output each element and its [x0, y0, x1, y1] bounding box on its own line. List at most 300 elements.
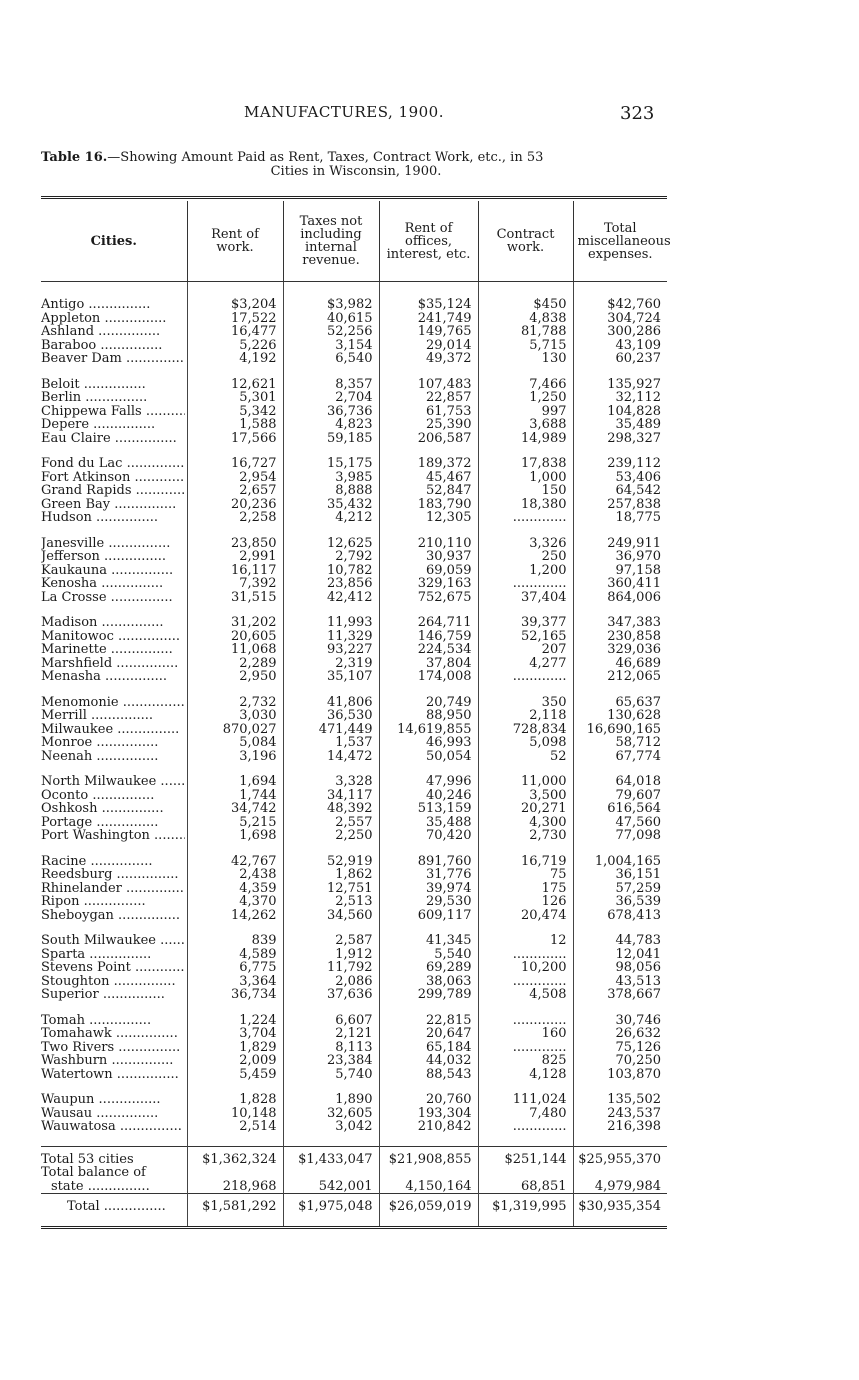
table-row	[41, 298, 667, 312]
value-contract: 4,128	[478, 1068, 573, 1082]
value-total: 35,489	[573, 418, 667, 432]
value-contract: 250	[478, 550, 573, 564]
value-office: 31,776	[379, 868, 478, 882]
city-cell	[41, 591, 187, 605]
value-rent: $3,204	[187, 298, 283, 312]
value-taxes: 2,319	[283, 657, 379, 671]
city-name: Appleton .....	[41, 312, 185, 326]
value-total: 47,560	[573, 816, 667, 830]
table-row	[41, 352, 667, 366]
value-total: 75,126	[573, 1041, 667, 1055]
value-office: 29,530	[379, 895, 478, 909]
table-row	[41, 975, 667, 989]
city-cell	[41, 391, 187, 405]
value-office: 189,372	[379, 457, 478, 471]
value-taxes: 32,605	[283, 1107, 379, 1121]
value-contract: .............	[478, 1014, 573, 1028]
value-contract: 997	[478, 405, 573, 419]
value-rent: 1,224	[187, 1014, 283, 1028]
value-office: 107,483	[379, 378, 478, 392]
city-name: Depere .....	[41, 418, 185, 432]
value-rent: 34,742	[187, 802, 283, 816]
col-header-rent: Rent of work.	[187, 201, 283, 282]
value-taxes: 2,704	[283, 391, 379, 405]
city-cell	[41, 405, 187, 419]
value-office: 329,163	[379, 577, 478, 591]
page-title: MANUFACTURES, 1900.	[244, 103, 444, 121]
value-total: 36,970	[573, 550, 667, 564]
table-row	[41, 816, 667, 830]
total-cities-rent: $1,362,324	[187, 1151, 283, 1167]
value-contract: 3,500	[478, 789, 573, 803]
city-cell	[41, 550, 187, 564]
city-cell	[41, 471, 187, 485]
value-total: 67,774	[573, 750, 667, 764]
table-row	[41, 696, 667, 710]
table-row	[41, 789, 667, 803]
value-contract: 1,000	[478, 471, 573, 485]
city-cell	[41, 802, 187, 816]
total-balance-taxes: 542,001	[283, 1180, 379, 1194]
col-header-cities: Cities.	[41, 201, 187, 282]
city-cell	[41, 775, 187, 789]
value-rent: 5,301	[187, 391, 283, 405]
value-contract: 11,000	[478, 775, 573, 789]
city-cell	[41, 1054, 187, 1068]
city-cell	[41, 657, 187, 671]
value-rent: 2,289	[187, 657, 283, 671]
value-rent: 2,657	[187, 484, 283, 498]
col-header-total: Total miscellaneous expenses.	[573, 201, 667, 282]
value-contract: 18,380	[478, 498, 573, 512]
value-total: 230,858	[573, 630, 667, 644]
grand-total-row	[41, 1198, 667, 1214]
caption-line2: Cities in Wisconsin, 1900.	[270, 164, 442, 179]
value-contract: 7,480	[478, 1107, 573, 1121]
value-contract: 52,165	[478, 630, 573, 644]
table-row	[41, 630, 667, 644]
value-taxes: 42,412	[283, 591, 379, 605]
city-cell	[41, 418, 187, 432]
value-total: 64,018	[573, 775, 667, 789]
value-rent: 2,258	[187, 511, 283, 525]
table-row	[41, 405, 667, 419]
value-contract: 3,326	[478, 537, 573, 551]
grand-total-office: $26,059,019	[379, 1198, 478, 1214]
value-rent: 20,236	[187, 498, 283, 512]
value-contract: 52	[478, 750, 573, 764]
grand-total-cell	[41, 1198, 187, 1214]
city-name: Tomah .....	[41, 1014, 185, 1028]
city-name: Rhinelander .....	[41, 882, 185, 896]
value-rent: 5,459	[187, 1068, 283, 1082]
table-row	[41, 616, 667, 630]
table-row	[41, 484, 667, 498]
value-total: 257,838	[573, 498, 667, 512]
city-name: Janesville .....	[41, 537, 185, 551]
city-name: Jefferson .....	[41, 550, 185, 564]
value-office: 52,847	[379, 484, 478, 498]
total-cities-total: $25,955,370	[573, 1151, 667, 1167]
total-cities-taxes: $1,433,047	[283, 1151, 379, 1167]
total-cities-office: $21,908,855	[379, 1151, 478, 1167]
value-total: 26,632	[573, 1027, 667, 1041]
value-contract: .............	[478, 670, 573, 684]
city-name: Kenosha .....	[41, 577, 185, 591]
value-contract: 3,688	[478, 418, 573, 432]
table-row	[41, 895, 667, 909]
total-balance-contract: 68,851	[478, 1180, 573, 1194]
city-cell	[41, 577, 187, 591]
value-total: 64,542	[573, 484, 667, 498]
col-header-contract: Contract work.	[478, 201, 573, 282]
value-taxes: 41,806	[283, 696, 379, 710]
value-contract: .............	[478, 975, 573, 989]
value-contract: 17,838	[478, 457, 573, 471]
value-taxes: 2,086	[283, 975, 379, 989]
value-contract: 1,250	[478, 391, 573, 405]
value-rent: 23,850	[187, 537, 283, 551]
value-total: 864,006	[573, 591, 667, 605]
value-office: 264,711	[379, 616, 478, 630]
city-name: Menasha .....	[41, 670, 185, 684]
city-name: Two Rivers .....	[41, 1041, 185, 1055]
value-taxes: 1,862	[283, 868, 379, 882]
col-header-office-rent: Rent of offices, interest, etc.	[379, 201, 478, 282]
table-row	[41, 577, 667, 591]
city-name: Waupun .....	[41, 1093, 185, 1107]
table-row	[41, 378, 667, 392]
table-row	[41, 591, 667, 605]
table-row	[41, 1027, 667, 1041]
table-row	[41, 498, 667, 512]
table-row	[41, 643, 667, 657]
value-contract: 1,200	[478, 564, 573, 578]
value-office: 37,804	[379, 657, 478, 671]
value-rent: 3,704	[187, 1027, 283, 1041]
value-rent: 4,359	[187, 882, 283, 896]
city-cell	[41, 961, 187, 975]
value-rent: 3,030	[187, 709, 283, 723]
total-balance-total: 4,979,984	[573, 1180, 667, 1194]
city-name: North Milwaukee .....	[41, 775, 185, 789]
value-total: 212,065	[573, 670, 667, 684]
value-total: 249,911	[573, 537, 667, 551]
value-office: 513,159	[379, 802, 478, 816]
value-taxes: 36,736	[283, 405, 379, 419]
city-cell	[41, 298, 187, 312]
total-balance-row	[41, 1180, 667, 1194]
table-row	[41, 511, 667, 525]
value-taxes: 10,782	[283, 564, 379, 578]
value-office: 891,760	[379, 855, 478, 869]
value-contract: 4,838	[478, 312, 573, 326]
value-total: 104,828	[573, 405, 667, 419]
table-row	[41, 948, 667, 962]
value-contract: 4,508	[478, 988, 573, 1002]
city-name: Manitowoc .....	[41, 630, 185, 644]
city-name: Wauwatosa .....	[41, 1120, 185, 1134]
value-contract: 4,277	[478, 657, 573, 671]
city-cell	[41, 975, 187, 989]
city-name: Wausau .....	[41, 1107, 185, 1121]
value-office: 41,345	[379, 934, 478, 948]
value-total: 77,098	[573, 829, 667, 843]
city-cell	[41, 325, 187, 339]
city-cell	[41, 895, 187, 909]
value-office: 46,993	[379, 736, 478, 750]
value-total: 60,237	[573, 352, 667, 366]
value-taxes: 35,107	[283, 670, 379, 684]
total-balance-label: Total balance of	[41, 1165, 146, 1180]
value-taxes: 37,636	[283, 988, 379, 1002]
col-header-taxes: Taxes not including internal revenue.	[283, 201, 379, 282]
city-cell	[41, 750, 187, 764]
table-row	[41, 709, 667, 723]
value-taxes: 4,212	[283, 511, 379, 525]
city-name: Washburn .....	[41, 1054, 185, 1068]
table-body	[41, 282, 667, 1228]
city-name: Stoughton .....	[41, 975, 185, 989]
value-taxes: 52,919	[283, 855, 379, 869]
city-name: Berlin .....	[41, 391, 185, 405]
value-taxes: 23,384	[283, 1054, 379, 1068]
value-taxes: 34,560	[283, 909, 379, 923]
table-row	[41, 1107, 667, 1121]
value-rent: 839	[187, 934, 283, 948]
value-office: 29,014	[379, 339, 478, 353]
value-contract: 20,271	[478, 802, 573, 816]
total-balance-office: 4,150,164	[379, 1180, 478, 1194]
table-row	[41, 1068, 667, 1082]
value-taxes: 23,856	[283, 577, 379, 591]
city-name: Sparta .....	[41, 948, 185, 962]
value-office: 609,117	[379, 909, 478, 923]
value-total: 46,689	[573, 657, 667, 671]
table-row	[41, 802, 667, 816]
value-rent: 14,262	[187, 909, 283, 923]
value-contract: .............	[478, 948, 573, 962]
city-name: Tomahawk .....	[41, 1027, 185, 1041]
city-cell	[41, 457, 187, 471]
value-total: 360,411	[573, 577, 667, 591]
value-office: 65,184	[379, 1041, 478, 1055]
table-row	[41, 775, 667, 789]
city-name: Oconto .....	[41, 789, 185, 803]
total-cities-contract: $251,144	[478, 1151, 573, 1167]
value-rent: 36,734	[187, 988, 283, 1002]
city-name: Fond du Lac .....	[41, 457, 185, 471]
value-taxes: 2,557	[283, 816, 379, 830]
city-cell	[41, 378, 187, 392]
caption-label: Table 16.	[41, 150, 108, 165]
city-cell	[41, 511, 187, 525]
value-taxes: 35,432	[283, 498, 379, 512]
city-cell	[41, 1120, 187, 1134]
city-cell	[41, 312, 187, 326]
value-office: 241,749	[379, 312, 478, 326]
value-total: 44,783	[573, 934, 667, 948]
city-cell	[41, 909, 187, 923]
value-taxes: 2,513	[283, 895, 379, 909]
table-row	[41, 736, 667, 750]
value-contract: 728,834	[478, 723, 573, 737]
total-balance-state-label: state .....	[41, 1180, 195, 1194]
table-row	[41, 418, 667, 432]
value-contract: 20,474	[478, 909, 573, 923]
value-office: 40,246	[379, 789, 478, 803]
total-cities-label: Total 53 cities	[41, 1151, 134, 1167]
grand-total-total: $30,935,354	[573, 1198, 667, 1214]
value-taxes: $3,982	[283, 298, 379, 312]
city-name: Grand Rapids .....	[41, 484, 185, 498]
expenses-table	[41, 196, 671, 1233]
value-taxes: 8,888	[283, 484, 379, 498]
value-office: 210,842	[379, 1120, 478, 1134]
city-name: Beaver Dam .....	[41, 352, 185, 366]
value-rent: 5,226	[187, 339, 283, 353]
city-name: Green Bay .....	[41, 498, 185, 512]
value-rent: 2,954	[187, 471, 283, 485]
value-rent: 1,744	[187, 789, 283, 803]
value-contract: 2,118	[478, 709, 573, 723]
value-total: 65,637	[573, 696, 667, 710]
city-name: Monroe .....	[41, 736, 185, 750]
value-taxes: 1,912	[283, 948, 379, 962]
city-name: La Crosse .....	[41, 591, 185, 605]
value-total: 130,628	[573, 709, 667, 723]
value-office: 25,390	[379, 418, 478, 432]
value-total: 18,775	[573, 511, 667, 525]
value-rent: 31,202	[187, 616, 283, 630]
table-row	[41, 564, 667, 578]
value-taxes: 5,740	[283, 1068, 379, 1082]
value-rent: 31,515	[187, 591, 283, 605]
value-contract: 2,730	[478, 829, 573, 843]
value-contract: .............	[478, 511, 573, 525]
city-name: Merrill .....	[41, 709, 185, 723]
value-taxes: 2,792	[283, 550, 379, 564]
value-total: 97,158	[573, 564, 667, 578]
value-rent: 870,027	[187, 723, 283, 737]
value-total: 79,607	[573, 789, 667, 803]
value-office: 49,372	[379, 352, 478, 366]
value-total: 36,539	[573, 895, 667, 909]
table-caption	[41, 151, 681, 179]
value-office: 149,765	[379, 325, 478, 339]
value-rent: 1,698	[187, 829, 283, 843]
city-cell	[41, 432, 187, 446]
city-cell	[41, 564, 187, 578]
value-total: 329,036	[573, 643, 667, 657]
city-cell	[41, 882, 187, 896]
value-rent: 1,829	[187, 1041, 283, 1055]
city-cell	[41, 484, 187, 498]
value-taxes: 3,985	[283, 471, 379, 485]
city-name: Marshfield .....	[41, 657, 185, 671]
city-cell	[41, 630, 187, 644]
value-taxes: 14,472	[283, 750, 379, 764]
value-taxes: 2,250	[283, 829, 379, 843]
value-rent: 2,009	[187, 1054, 283, 1068]
city-cell	[41, 1041, 187, 1055]
city-name: Superior .....	[41, 988, 185, 1002]
table-row	[41, 457, 667, 471]
value-contract: 130	[478, 352, 573, 366]
value-rent: 4,370	[187, 895, 283, 909]
value-total: 103,870	[573, 1068, 667, 1082]
value-rent: 17,522	[187, 312, 283, 326]
value-rent: 6,775	[187, 961, 283, 975]
value-total: 36,151	[573, 868, 667, 882]
value-rent: 2,950	[187, 670, 283, 684]
value-taxes: 34,117	[283, 789, 379, 803]
value-office: 22,815	[379, 1014, 478, 1028]
value-taxes: 59,185	[283, 432, 379, 446]
value-total: 298,327	[573, 432, 667, 446]
value-office: 88,950	[379, 709, 478, 723]
value-contract: 7,466	[478, 378, 573, 392]
city-cell	[41, 498, 187, 512]
value-office: 210,110	[379, 537, 478, 551]
value-total: 53,406	[573, 471, 667, 485]
total-cities-row	[41, 1151, 667, 1167]
value-taxes: 11,329	[283, 630, 379, 644]
value-rent: 4,192	[187, 352, 283, 366]
value-taxes: 1,890	[283, 1093, 379, 1107]
value-contract: 175	[478, 882, 573, 896]
value-total: 12,041	[573, 948, 667, 962]
table-row	[41, 325, 667, 339]
value-taxes: 2,121	[283, 1027, 379, 1041]
value-total: 616,564	[573, 802, 667, 816]
page-number: 323	[620, 103, 655, 124]
city-name: Sheboygan .....	[41, 909, 185, 923]
value-office: 224,534	[379, 643, 478, 657]
city-name: Reedsburg .....	[41, 868, 185, 882]
value-rent: 7,392	[187, 577, 283, 591]
city-cell	[41, 339, 187, 353]
city-cell	[41, 789, 187, 803]
table-row	[41, 750, 667, 764]
value-total: 239,112	[573, 457, 667, 471]
value-total: 347,383	[573, 616, 667, 630]
table-row	[41, 432, 667, 446]
total-balance-label-row	[41, 1166, 667, 1180]
value-contract: 160	[478, 1027, 573, 1041]
value-office: 193,304	[379, 1107, 478, 1121]
table-row	[41, 550, 667, 564]
value-total: 300,286	[573, 325, 667, 339]
value-taxes: 3,328	[283, 775, 379, 789]
value-total: 30,746	[573, 1014, 667, 1028]
city-cell	[41, 829, 187, 843]
value-rent: 20,605	[187, 630, 283, 644]
table-row	[41, 657, 667, 671]
table-row	[41, 961, 667, 975]
value-office: 206,587	[379, 432, 478, 446]
city-name: Baraboo .....	[41, 339, 185, 353]
value-rent: 12,621	[187, 378, 283, 392]
value-contract: 39,377	[478, 616, 573, 630]
value-contract: 10,200	[478, 961, 573, 975]
value-taxes: 52,256	[283, 325, 379, 339]
city-cell	[41, 1093, 187, 1107]
value-rent: 5,084	[187, 736, 283, 750]
city-name: Madison .....	[41, 616, 185, 630]
value-total: 216,398	[573, 1120, 667, 1134]
city-name: South Milwaukee .....	[41, 934, 185, 948]
